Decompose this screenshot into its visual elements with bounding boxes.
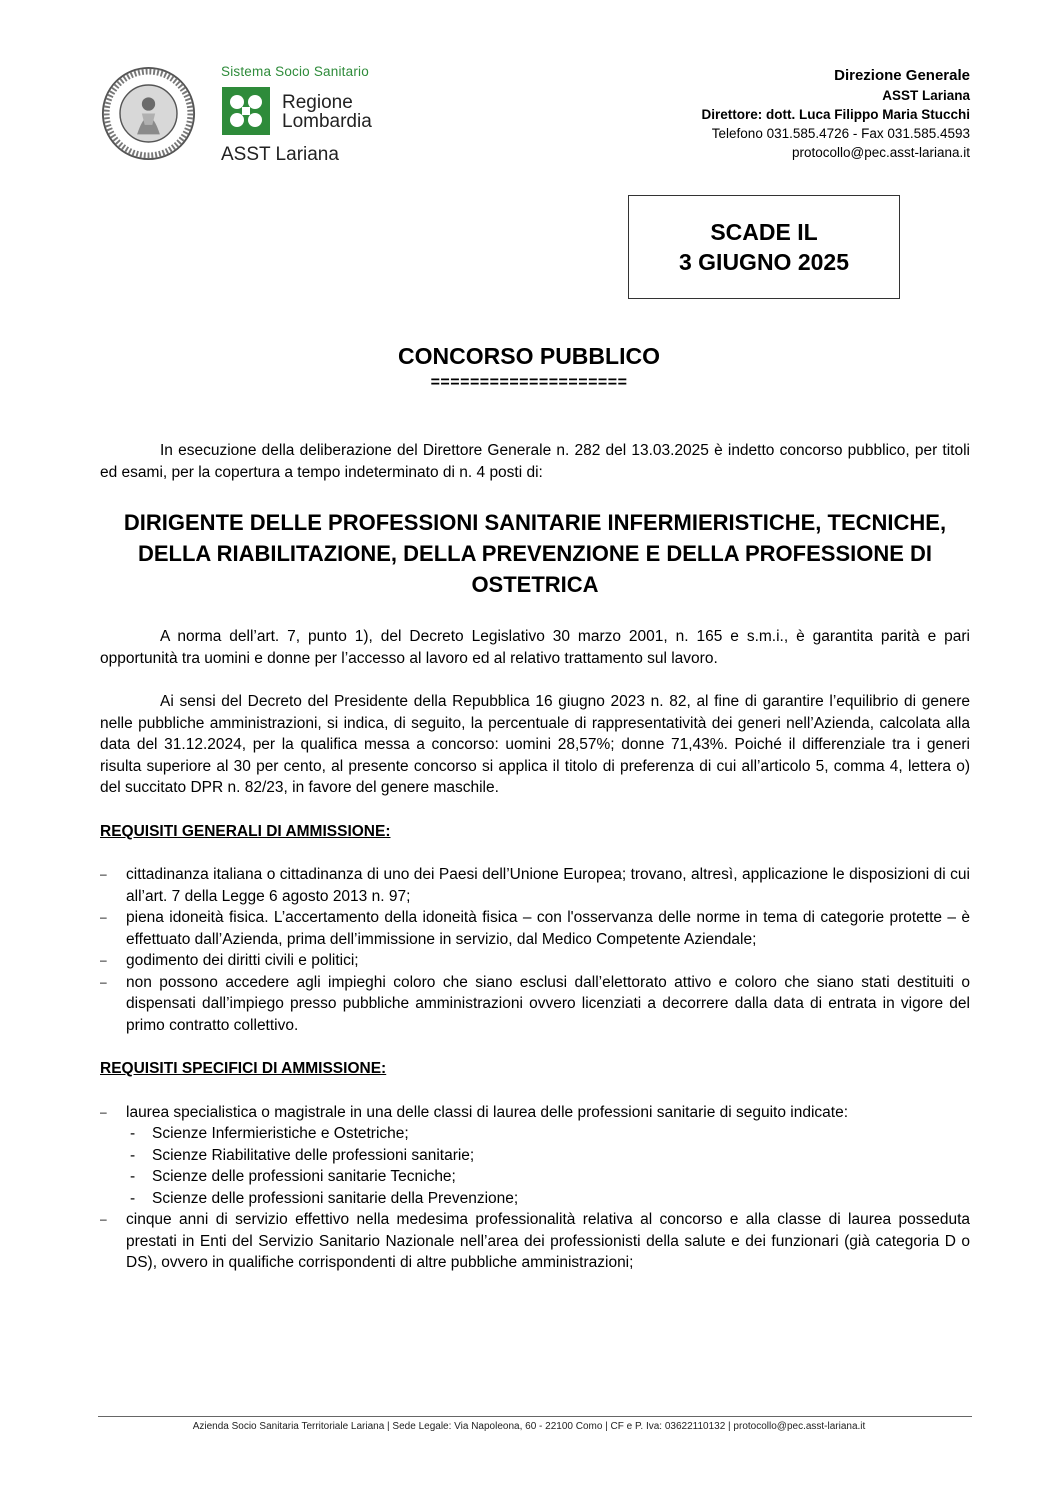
directorate-block [701, 66, 970, 162]
sub-list-item: - Scienze delle professioni sanitarie Tecniche; [126, 1166, 970, 1188]
region-name: Regione Lombardia [282, 92, 372, 132]
asst-label: ASST Lariana [882, 88, 970, 103]
intro-paragraph: In esecuzione della deliberazione del Direttore Generale n. 282 del 13.03.2025 è indetto concorso pubblico, per titoli ed esami, per la copertura a tempo indeterminato di n. 4 posti di: [100, 442, 970, 481]
deadline-line1: SCADE IL [710, 219, 818, 245]
deadline-line2: 3 GIUGNO 2025 [678, 249, 850, 275]
sub-list-item: - Scienze Infermieristiche e Ostetriche; [126, 1123, 970, 1145]
director-name: Direttore: dott. Luca Filippo Maria Stucchi [701, 107, 970, 122]
regione-lombardia-logo-icon [222, 87, 270, 135]
document-body [100, 440, 970, 1274]
position-title: DIRIGENTE DELLE PROFESSIONI SANITARIE INFERMIERISTICHE, TECNICHE, DELLA RIABILITAZIONE, DELLA PREVENZIONE E DELLA PROFESSIONE DI OSTETRICA [123, 510, 947, 597]
deadline-box [628, 195, 900, 299]
title-underline: ==================== [430, 374, 628, 391]
sub-list-item: - Scienze delle professioni sanitarie della Prevenzione; [126, 1188, 970, 1210]
equality-paragraph: A norma dell’art. 7, punto 1), del Decreto Legislativo 30 marzo 2001, n. 165 e s.m.i., è garantita parità e pari opportunità tra uomini e donne per l’accesso al lavoro ed al relativo trattamento sul lavoro. [100, 628, 970, 667]
list-item: – piena idoneità fisica. L’accertamento della idoneità fisica – con l'osservanza delle norme in tema di categorie protette – è effettuato dall’Azienda, prima dell’immissione in servizio, dal Medico Competente Aziendale; [100, 907, 970, 950]
directorate-title: Direzione Generale [834, 67, 970, 84]
asst-name: ASST Lariana [221, 144, 339, 165]
specific-requirements-heading: REQUISITI SPECIFICI DI AMMISSIONE: [100, 1060, 387, 1077]
general-requirements-heading: REQUISITI GENERALI DI AMMISSIONE: [100, 822, 391, 840]
list-item: – non possono accedere agli impieghi coloro che siano esclusi dall’elettorato attivo e coloro che siano stati destituiti o dispensati dall’impiego presso pubbliche amministrazioni ovvero licenziati a decorrere dalla data di entrata in vigore del primo contratto collettivo. [100, 972, 970, 1037]
hospital-seal-logo [101, 66, 196, 161]
email-address: protocollo@pec.asst-lariana.it [791, 145, 970, 160]
degree-classes-list [126, 1123, 970, 1209]
specific-requirements-list [100, 1102, 970, 1274]
list-item: – cinque anni di servizio effettivo nella medesima professionalità relativa al concorso e alla classe di laurea posseduta prestati in Enti del Servizio Sanitario Nazionale nell’area dei professionisti della salute e dei funzionari (già categoria D o DS), ovvero in qualifiche corrispondenti di altre pubbliche amministrazioni; [100, 1209, 970, 1274]
phone-fax: Telefono 031.585.4726 - Fax 031.585.4593 [711, 126, 970, 141]
document-title: CONCORSO PUBBLICO [398, 343, 660, 369]
gender-paragraph: Ai sensi del Decreto del Presidente della Repubblica 16 giugno 2023 n. 82, al fine di garantire l’equilibrio di genere nelle pubbliche amministrazioni, si indica, di seguito, la percentuale di rappresentatività dei generi nell’Azienda, calcolata alla data del 31.12.2024, per la qualifica messa a concorso: uomini 28,57%; donne 71,43%. Poiché il differenziale tra i generi risulta superiore al 30 per cento, al presente concorso si applica il titolo di preferenza di cui all’articolo 5, comma 4, lettera o) del succitato DPR n. 82/23, in favore del genere maschile. [100, 693, 970, 796]
general-requirements-list [100, 864, 970, 1036]
list-item: – godimento dei diritti civili e politici; [100, 950, 970, 972]
ssn-label: Sistema Socio Sanitario [221, 64, 369, 79]
footer-text: Azienda Socio Sanitaria Territoriale Lariana | Sede Legale: Via Napoleona, 60 - 22100 Como | CF e P. Iva: 03622110132 | protocollo@pec.asst-lariana.it [192, 1421, 866, 1432]
list-item: – cittadinanza italiana o cittadinanza di uno dei Paesi dell’Unione Europea; trovano, altresì, applicazione le disposizioni di cui all’art. 7 della Legge 6 agosto 2013 n. 97; [100, 864, 970, 907]
footer-divider [98, 1416, 972, 1417]
list-item: – laurea specialistica o magistrale in una delle classi di laurea delle professioni sanitarie di seguito indicate: - Scienze Infermieristiche e Ostetriche; - Scienze Riabilitative delle professioni sanitarie; - Scienze delle professioni sanitarie Tecniche; - Scienze delle professioni sanitarie della Prevenzione; [100, 1102, 970, 1210]
sub-list-item: - Scienze Riabilitative delle professioni sanitarie; [126, 1145, 970, 1167]
